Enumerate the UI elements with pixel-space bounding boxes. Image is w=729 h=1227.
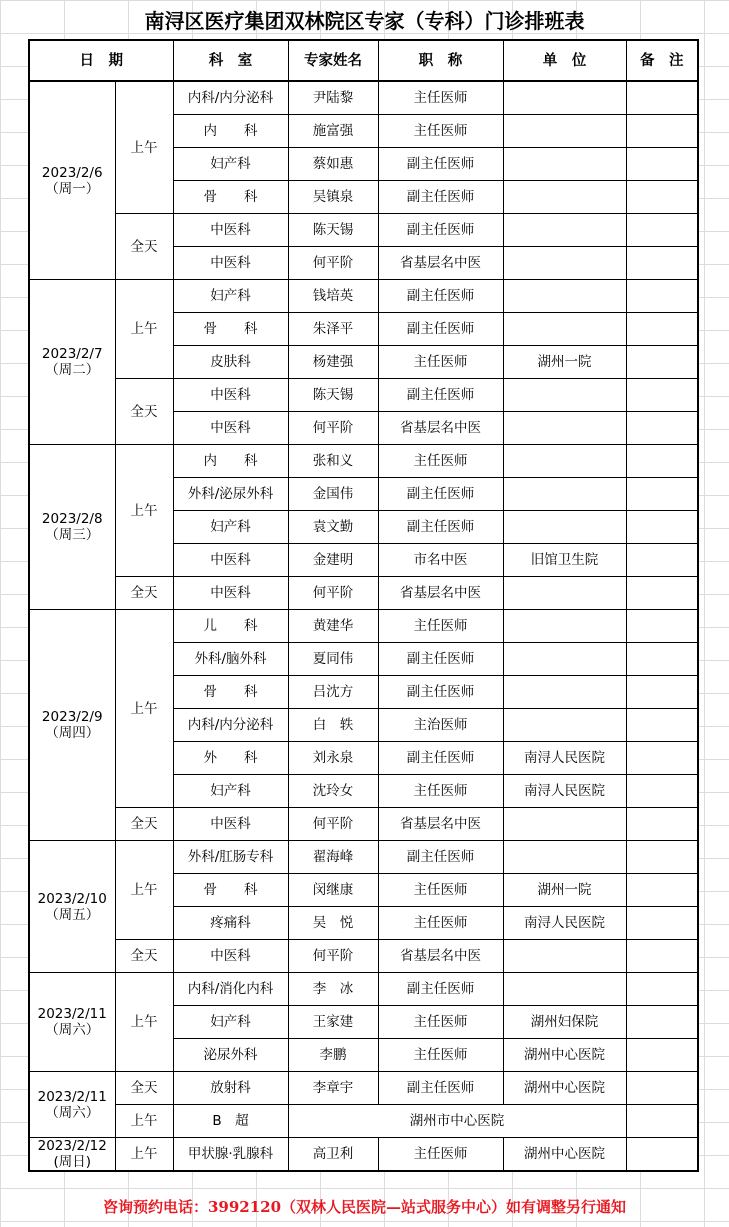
period-cell: 全天	[115, 577, 173, 610]
date-text: 2023/2/6	[41, 164, 103, 181]
name-cell: 朱泽平	[288, 313, 378, 346]
dept-cell: 内 科	[173, 445, 288, 478]
note-cell	[626, 313, 698, 346]
date-text: 2023/2/11	[37, 1088, 107, 1105]
rank-cell: 省基层名中医	[378, 940, 503, 973]
rank-cell: 主任医师	[378, 1138, 503, 1172]
header-row	[29, 40, 698, 81]
weekday-text: （周六）	[45, 1104, 100, 1121]
schedule-row	[29, 214, 698, 247]
rank-cell: 主任医师	[378, 907, 503, 940]
dept-cell: 妇产科	[173, 1006, 288, 1039]
header-dept: 科 室	[173, 40, 288, 81]
period-cell: 全天	[115, 940, 173, 973]
dept-cell: 中医科	[173, 412, 288, 445]
dept-cell: 骨 科	[173, 181, 288, 214]
note-cell	[626, 280, 698, 313]
period-cell: 全天	[115, 808, 173, 841]
dept-cell: 内科/内分泌科	[173, 81, 288, 115]
unit-cell	[503, 643, 626, 676]
unit-cell	[503, 181, 626, 214]
period-cell: 上午	[115, 841, 173, 940]
weekday-text: （周二）	[45, 362, 100, 378]
note-cell	[626, 115, 698, 148]
name-cell: 夏同伟	[288, 643, 378, 676]
unit-cell	[503, 808, 626, 841]
schedule-row	[29, 1072, 698, 1105]
schedule-row	[29, 808, 698, 841]
dept-cell: 外科/肛肠专科	[173, 841, 288, 874]
unit-cell: 南浔人民医院	[503, 907, 626, 940]
name-cell: 蔡如惠	[288, 148, 378, 181]
period-cell: 上午	[115, 81, 173, 214]
unit-cell	[503, 610, 626, 643]
date-text: 2023/2/12	[37, 1138, 107, 1154]
name-cell: 李鹏	[288, 1039, 378, 1072]
unit-cell	[503, 511, 626, 544]
header-unit: 单 位	[503, 40, 626, 81]
period-cell: 上午	[115, 1138, 173, 1172]
dept-cell: 内科/消化内科	[173, 973, 288, 1006]
name-cell: 陈天锡	[288, 379, 378, 412]
unit-cell	[503, 412, 626, 445]
schedule-row	[29, 973, 698, 1006]
date-cell	[29, 1138, 115, 1172]
name-cell: 钱培英	[288, 280, 378, 313]
schedule-row	[29, 610, 698, 643]
dept-cell: 骨 科	[173, 676, 288, 709]
unit-cell	[503, 940, 626, 973]
rank-cell: 省基层名中医	[378, 412, 503, 445]
name-cell: 何平阶	[288, 577, 378, 610]
name-cell: 白 轶	[288, 709, 378, 742]
date-cell	[29, 973, 115, 1072]
period-cell: 上午	[115, 610, 173, 808]
weekday-text: （周一）	[45, 180, 100, 197]
name-cell: 陈天锡	[288, 214, 378, 247]
dept-cell: 甲状腺·乳腺科	[173, 1138, 288, 1172]
date-text: 2023/2/9	[41, 709, 103, 725]
dept-cell: 中医科	[173, 247, 288, 280]
name-cell: 何平阶	[288, 412, 378, 445]
rank-cell: 副主任医师	[378, 643, 503, 676]
period-cell: 全天	[115, 1072, 173, 1105]
rank-cell: 副主任医师	[378, 148, 503, 181]
dept-cell: 骨 科	[173, 874, 288, 907]
rank-cell: 副主任医师	[378, 280, 503, 313]
date-text: 2023/2/7	[41, 346, 103, 362]
note-cell	[626, 841, 698, 874]
unit-cell: 湖州中心医院	[503, 1072, 626, 1105]
dept-cell: 骨 科	[173, 313, 288, 346]
period-cell: 上午	[115, 973, 173, 1072]
rank-cell: 副主任医师	[378, 973, 503, 1006]
dept-cell: 中医科	[173, 544, 288, 577]
dept-cell: 妇产科	[173, 280, 288, 313]
dept-cell: 中医科	[173, 379, 288, 412]
rank-cell: 副主任医师	[378, 1072, 503, 1105]
note-cell	[626, 247, 698, 280]
dept-cell: 妇产科	[173, 775, 288, 808]
note-cell	[626, 81, 698, 115]
header-date: 日 期	[29, 40, 173, 81]
name-cell: 吕沈方	[288, 676, 378, 709]
name-cell: 袁文勤	[288, 511, 378, 544]
rank-cell: 主任医师	[378, 445, 503, 478]
note-cell	[626, 412, 698, 445]
dept-cell: 泌尿外科	[173, 1039, 288, 1072]
name-cell: 吴 悦	[288, 907, 378, 940]
name-cell: 王家建	[288, 1006, 378, 1039]
unit-cell	[503, 379, 626, 412]
name-cell: 李章宇	[288, 1072, 378, 1105]
name-cell: 刘永泉	[288, 742, 378, 775]
dept-cell: 内 科	[173, 115, 288, 148]
date-cell	[29, 81, 115, 280]
weekday-text: (周日)	[53, 1154, 92, 1170]
rank-cell: 主任医师	[378, 874, 503, 907]
note-cell	[626, 379, 698, 412]
schedule-row	[29, 81, 698, 115]
footer-note: 咨询预约电话：3992120（双林人民医院—站式服务中心）如有调整另行通知	[102, 1198, 627, 1216]
note-cell	[626, 808, 698, 841]
rank-cell: 主任医师	[378, 1039, 503, 1072]
unit-cell	[503, 313, 626, 346]
unit-cell	[503, 676, 626, 709]
header-rank: 职 称	[378, 40, 503, 81]
header-note: 备 注	[626, 40, 698, 81]
unit-cell: 南浔人民医院	[503, 742, 626, 775]
note-cell	[626, 214, 698, 247]
schedule-row	[29, 577, 698, 610]
unit-cell: 湖州妇保院	[503, 1006, 626, 1039]
dept-cell: 中医科	[173, 940, 288, 973]
dept-cell: 外 科	[173, 742, 288, 775]
name-cell: 张和义	[288, 445, 378, 478]
schedule-row	[29, 841, 698, 874]
unit-cell	[503, 445, 626, 478]
name-cell: 翟海峰	[288, 841, 378, 874]
dept-cell: 妇产科	[173, 511, 288, 544]
dept-cell: 儿 科	[173, 610, 288, 643]
date-cell	[29, 841, 115, 973]
rank-cell: 主任医师	[378, 81, 503, 115]
weekday-text: （周四）	[45, 725, 100, 741]
dept-cell: 妇产科	[173, 148, 288, 181]
note-cell	[626, 445, 698, 478]
note-cell	[626, 577, 698, 610]
dept-cell: 放射科	[173, 1072, 288, 1105]
rank-cell: 主任医师	[378, 346, 503, 379]
date-text: 2023/2/8	[41, 511, 103, 527]
schedule-body	[29, 81, 698, 1171]
weekday-text: （周六）	[45, 1022, 100, 1038]
unit-cell	[503, 973, 626, 1006]
rank-cell: 副主任医师	[378, 181, 503, 214]
name-cell: 吴镇泉	[288, 181, 378, 214]
name-cell: 何平阶	[288, 247, 378, 280]
name-cell: 杨建强	[288, 346, 378, 379]
rank-cell: 省基层名中医	[378, 247, 503, 280]
rank-cell: 副主任医师	[378, 511, 503, 544]
name-cell: 尹陆黎	[288, 81, 378, 115]
dept-cell: B 超	[173, 1105, 288, 1138]
name-cell: 何平阶	[288, 940, 378, 973]
dept-cell: 中医科	[173, 577, 288, 610]
rank-cell: 副主任医师	[378, 742, 503, 775]
note-cell	[626, 511, 698, 544]
rank-cell: 主任医师	[378, 610, 503, 643]
dept-cell: 皮肤科	[173, 346, 288, 379]
rank-cell: 省基层名中医	[378, 577, 503, 610]
name-cell: 金国伟	[288, 478, 378, 511]
dept-cell: 外科/脑外科	[173, 643, 288, 676]
note-cell	[626, 676, 698, 709]
rank-cell: 副主任医师	[378, 379, 503, 412]
schedule-row	[29, 940, 698, 973]
weekday-text: （周五）	[45, 906, 100, 923]
rank-cell: 主任医师	[378, 115, 503, 148]
note-cell	[626, 1006, 698, 1039]
schedule-row	[29, 445, 698, 478]
schedule-table	[28, 39, 699, 1172]
unit-cell	[503, 709, 626, 742]
period-cell: 上午	[115, 280, 173, 379]
merged-cell: 湖州市中心医院	[288, 1105, 626, 1138]
note-cell	[626, 775, 698, 808]
rank-cell: 主任医师	[378, 1006, 503, 1039]
unit-cell	[503, 81, 626, 115]
name-cell: 李 冰	[288, 973, 378, 1006]
note-cell	[626, 973, 698, 1006]
period-cell: 全天	[115, 214, 173, 280]
note-cell	[626, 478, 698, 511]
unit-cell	[503, 478, 626, 511]
note-cell	[626, 1105, 698, 1138]
note-cell	[626, 643, 698, 676]
name-cell: 高卫利	[288, 1138, 378, 1172]
note-cell	[626, 709, 698, 742]
dept-cell: 疼痛科	[173, 907, 288, 940]
page-title: 南浔区医疗集团双林院区专家（专科）门诊排班表	[144, 9, 585, 33]
note-cell	[626, 181, 698, 214]
unit-cell	[503, 280, 626, 313]
note-cell	[626, 1072, 698, 1105]
rank-cell: 副主任医师	[378, 676, 503, 709]
rank-cell: 副主任医师	[378, 313, 503, 346]
rank-cell: 主治医师	[378, 709, 503, 742]
rank-cell: 副主任医师	[378, 478, 503, 511]
schedule-row	[29, 1105, 698, 1138]
rank-cell: 市名中医	[378, 544, 503, 577]
schedule-row	[29, 280, 698, 313]
unit-cell: 旧馆卫生院	[503, 544, 626, 577]
note-cell	[626, 544, 698, 577]
name-cell: 金建明	[288, 544, 378, 577]
schedule-row	[29, 1138, 698, 1172]
note-cell	[626, 148, 698, 181]
unit-cell: 湖州中心医院	[503, 1138, 626, 1172]
schedule-row	[29, 379, 698, 412]
weekday-text: （周三）	[45, 527, 100, 543]
dept-cell: 内科/内分泌科	[173, 709, 288, 742]
unit-cell: 湖州中心医院	[503, 1039, 626, 1072]
name-cell: 黄建华	[288, 610, 378, 643]
date-cell	[29, 280, 115, 445]
unit-cell: 湖州一院	[503, 874, 626, 907]
note-cell	[626, 742, 698, 775]
note-cell	[626, 346, 698, 379]
note-cell	[626, 1138, 698, 1172]
note-cell	[626, 1039, 698, 1072]
period-cell: 上午	[115, 445, 173, 577]
period-cell: 全天	[115, 379, 173, 445]
name-cell: 沈玲女	[288, 775, 378, 808]
unit-cell: 湖州一院	[503, 346, 626, 379]
rank-cell: 省基层名中医	[378, 808, 503, 841]
name-cell: 何平阶	[288, 808, 378, 841]
unit-cell	[503, 841, 626, 874]
date-cell	[29, 445, 115, 610]
header-name: 专家姓名	[288, 40, 378, 81]
dept-cell: 中医科	[173, 808, 288, 841]
unit-cell	[503, 247, 626, 280]
date-cell	[29, 1072, 115, 1138]
period-cell: 上午	[115, 1105, 173, 1138]
unit-cell: 南浔人民医院	[503, 775, 626, 808]
note-cell	[626, 874, 698, 907]
rank-cell: 副主任医师	[378, 841, 503, 874]
unit-cell	[503, 214, 626, 247]
rank-cell: 副主任医师	[378, 214, 503, 247]
note-cell	[626, 907, 698, 940]
note-cell	[626, 940, 698, 973]
name-cell: 闵继康	[288, 874, 378, 907]
date-text: 2023/2/11	[37, 1006, 107, 1022]
dept-cell: 外科/泌尿外科	[173, 478, 288, 511]
unit-cell	[503, 115, 626, 148]
dept-cell: 中医科	[173, 214, 288, 247]
unit-cell	[503, 148, 626, 181]
name-cell: 施富强	[288, 115, 378, 148]
rank-cell: 主任医师	[378, 775, 503, 808]
date-cell	[29, 610, 115, 841]
date-text: 2023/2/10	[37, 890, 107, 907]
unit-cell	[503, 577, 626, 610]
note-cell	[626, 610, 698, 643]
